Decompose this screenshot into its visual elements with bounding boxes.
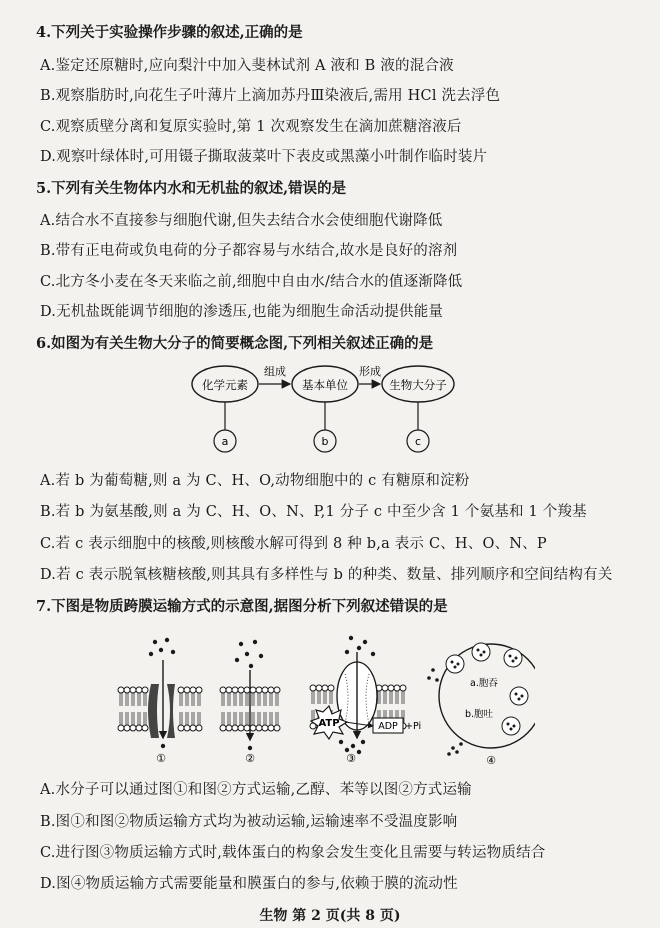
solute-particle <box>521 695 524 698</box>
lipid-head <box>232 687 238 693</box>
q7-option-c: C.进行图③物质运输方式时,载体蛋白的构象会发生变化且需要与转运物质结合 <box>40 845 546 861</box>
lipid-head <box>262 725 268 731</box>
node-basic-unit-label: 基本单位 <box>302 378 348 392</box>
svg-text:a: a <box>221 435 229 448</box>
leaf-a <box>214 430 236 452</box>
solute-particle <box>149 652 153 656</box>
membrane-panel-1 <box>118 638 202 748</box>
solute-particle <box>427 676 431 680</box>
solute-particle <box>435 678 439 682</box>
lipid-head <box>262 687 268 693</box>
leaf-c <box>407 430 429 452</box>
solute-particle <box>345 650 349 654</box>
solute-particle <box>512 660 515 663</box>
solute-particle <box>515 693 518 696</box>
node-chemical-elements <box>192 366 258 402</box>
lipid-head <box>130 725 136 731</box>
lipid-head <box>274 725 280 731</box>
solute-particle <box>153 640 157 644</box>
lipid-head <box>250 725 256 731</box>
panel-3-number: ③ <box>346 752 356 765</box>
lipid-head <box>136 687 142 693</box>
solute-particle <box>161 744 165 748</box>
lipid-head <box>238 725 244 731</box>
solute-particle <box>455 750 459 754</box>
solute-particle <box>339 740 343 744</box>
lipid-head <box>394 685 400 691</box>
lipid-head <box>124 687 130 693</box>
solute-particle <box>454 666 457 669</box>
q6-option-a: A.若 b 为葡萄糖,则 a 为 C、H、O,动物细胞中的 c 有糖原和淀粉 <box>40 473 470 489</box>
lipid-head <box>178 687 184 693</box>
solute-particle <box>480 654 483 657</box>
lipid-head <box>130 687 136 693</box>
solute-particle <box>451 746 455 750</box>
membrane-transport-diagram <box>115 630 535 766</box>
solute-particle <box>159 648 163 652</box>
adp-badge <box>373 718 403 733</box>
q5-option-a: A.结合水不直接参与细胞代谢,但失去结合水会使细胞代谢降低 <box>40 213 443 229</box>
node-basic-unit <box>292 366 358 402</box>
node-macromolecule <box>382 366 454 402</box>
lipid-head <box>184 687 190 693</box>
q6-option-b: B.若 b 为氨基酸,则 a 为 C、H、O、N、P,1 分子 c 中至少含 1 个氨基和 1 个羧基 <box>40 504 587 520</box>
q6-option-c: C.若 c 表示细胞中的核酸,则核酸水解可得到 8 种 b,a 表示 C、H、O、N、P <box>40 536 547 552</box>
solute-particle <box>349 636 353 640</box>
channel-protein-1 <box>148 684 175 738</box>
node-chemical-elements-label: 化学元素 <box>202 378 248 392</box>
lipid-head <box>142 687 148 693</box>
solute-particle <box>447 752 451 756</box>
panel-1-number: ① <box>156 752 166 765</box>
cell-panel-4 <box>427 643 535 756</box>
solute-particle <box>477 649 480 652</box>
lipid-head <box>244 687 250 693</box>
solute-particle <box>459 742 463 746</box>
q7-option-d: D.图④物质运输方式需要能量和膜蛋白的参与,依赖于膜的流动性 <box>40 876 458 892</box>
panel-4-number: ④ <box>486 754 496 766</box>
solute-particle <box>361 740 365 744</box>
solute-particle <box>357 750 361 754</box>
lipid-head <box>196 725 202 731</box>
lipid-head <box>244 725 250 731</box>
q6-option-d: D.若 c 表示脱氧核糖核酸,则其具有多样性与 b 的种类、数量、排列顺序和空间结构有关 <box>40 567 613 583</box>
lipid-head <box>190 687 196 693</box>
solute-particle <box>371 652 375 656</box>
label-exocytosis: b.胞吐 <box>465 709 494 720</box>
lipid-head <box>118 725 124 731</box>
solute-particle <box>165 638 169 642</box>
lipid-head <box>268 687 274 693</box>
solute-particle <box>357 646 361 650</box>
lipid-head <box>382 685 388 691</box>
solute-particle <box>245 652 249 656</box>
panel-2-number: ② <box>245 752 255 765</box>
solute-particle <box>431 668 435 672</box>
solute-particle <box>518 698 521 701</box>
lipid-head <box>238 687 244 693</box>
solute-particle <box>253 640 257 644</box>
solute-particle <box>239 642 243 646</box>
q6-stem: 6.如图为有关生物大分子的简要概念图,下列相关叙述正确的是 <box>36 335 434 352</box>
lipid-head <box>328 685 334 691</box>
lipid-head <box>250 687 256 693</box>
q4-option-d: D.观察叶绿体时,可用镊子撕取菠菜叶下表皮或黑藻小叶制作临时装片 <box>40 149 488 165</box>
q4-stem: 4.下列关于实验操作步骤的叙述,正确的是 <box>36 24 303 41</box>
solute-particle <box>249 664 253 668</box>
q7-stem: 7.下图是物质跨膜运输方式的示意图,据图分析下列叙述错误的是 <box>36 598 448 615</box>
lipid-head <box>118 687 124 693</box>
arrow-form-label: 形成 <box>359 365 381 378</box>
adp-label: ADP <box>378 721 398 732</box>
leaf-b <box>314 430 336 452</box>
node-macromolecule-label: 生物大分子 <box>389 378 447 392</box>
arrow-compose-label: 组成 <box>264 365 286 378</box>
lipid-head <box>220 687 226 693</box>
lipid-head <box>400 685 406 691</box>
solute-particle <box>259 654 263 658</box>
lipid-head <box>226 725 232 731</box>
lipid-head <box>232 725 238 731</box>
label-endocytosis: a.胞吞 <box>470 678 498 689</box>
solute-particle <box>513 725 516 728</box>
solute-particle <box>351 744 355 748</box>
q4-option-b: B.观察脂肪时,向花生子叶薄片上滴加苏丹Ⅲ染液后,需用 HCl 洗去浮色 <box>40 88 501 104</box>
q5-stem: 5.下列有关生物体内水和无机盐的叙述,错误的是 <box>36 180 347 197</box>
lipid-head <box>184 725 190 731</box>
svg-text:b: b <box>321 435 329 448</box>
concept-map-diagram <box>190 358 460 458</box>
solute-particle <box>248 746 252 750</box>
lipid-head <box>322 685 328 691</box>
q4-option-a: A.鉴定还原糖时,应向梨汁中加入斐林试剂 A 液和 B 液的混合液 <box>40 58 454 74</box>
lipid-head <box>178 725 184 731</box>
atp-label: ATP <box>318 718 340 729</box>
solute-particle <box>451 661 454 664</box>
lipid-head <box>190 725 196 731</box>
solute-particle <box>483 651 486 654</box>
lipid-head <box>388 685 394 691</box>
q5-option-c: C.北方冬小麦在冬天来临之前,细胞中自由水/结合水的值逐渐降低 <box>40 274 463 290</box>
solute-particle <box>509 655 512 658</box>
q4-option-c: C.观察质壁分离和复原实验时,第 1 次观察发生在滴加蔗糖溶液后 <box>40 119 462 135</box>
solute-particle <box>235 658 239 662</box>
page-footer: 生物 第 2 页(共 8 页) <box>259 908 401 924</box>
solute-particle <box>507 723 510 726</box>
solute-particle <box>515 657 518 660</box>
svg-text:c: c <box>414 435 422 448</box>
q5-option-d: D.无机盐既能调节细胞的渗透压,也能为细胞生命活动提供能量 <box>40 304 444 320</box>
lipid-head <box>310 685 316 691</box>
lipid-head <box>226 687 232 693</box>
solute-particle <box>457 663 460 666</box>
solute-particle <box>171 650 175 654</box>
lipid-head <box>268 725 274 731</box>
q7-option-a: A.水分子可以通过图①和图②方式运输,乙醇、苯等以图②方式运输 <box>40 782 472 798</box>
lipid-head <box>142 725 148 731</box>
lipid-head <box>256 725 262 731</box>
solute-particle <box>510 728 513 731</box>
lipid-head <box>136 725 142 731</box>
lipid-head <box>124 725 130 731</box>
lipid-head <box>220 725 226 731</box>
q5-option-b: B.带有正电荷或负电荷的分子都容易与水结合,故水是良好的溶剂 <box>40 243 458 259</box>
q7-option-b: B.图①和图②物质运输方式均为被动运输,运输速率不受温度影响 <box>40 814 458 830</box>
lipid-head <box>316 685 322 691</box>
pi-label: +Pi <box>405 721 422 732</box>
lipid-head <box>274 687 280 693</box>
lipid-head <box>196 687 202 693</box>
lipid-head <box>256 687 262 693</box>
solute-particle <box>363 640 367 644</box>
